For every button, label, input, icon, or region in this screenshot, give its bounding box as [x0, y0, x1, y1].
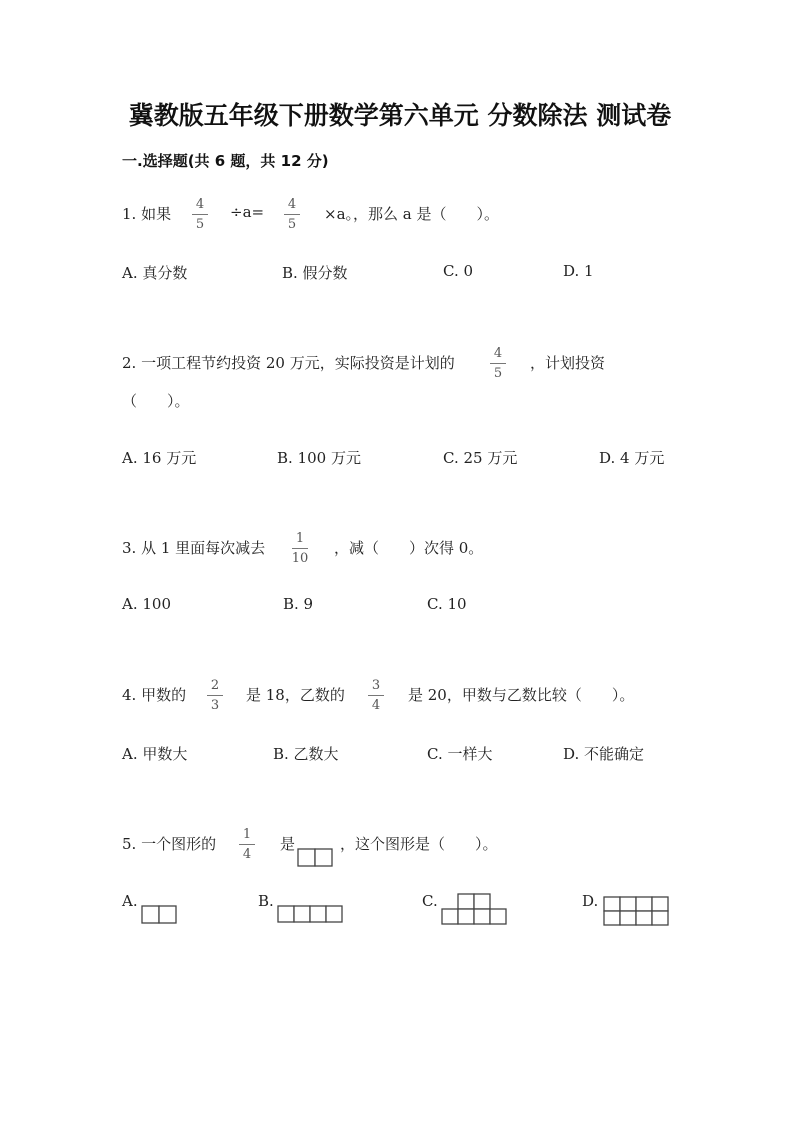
- q4-fraction-2: [364, 679, 388, 712]
- q2-option-b[interactable]: B. 100 万元: [277, 449, 361, 467]
- q5-option-a-shape[interactable]: [141, 905, 179, 925]
- q1-suffix: ×a。，那么 a 是（ ）。: [324, 205, 499, 223]
- q3-option-a[interactable]: A. 100: [122, 595, 171, 613]
- q1-option-d[interactable]: D. 1: [563, 262, 594, 280]
- q4-option-c[interactable]: C. 一样大: [427, 745, 493, 763]
- q1-option-a[interactable]: A. 真分数: [122, 264, 188, 282]
- q5-given-shape: [297, 848, 335, 868]
- q5-mid: 是: [280, 835, 296, 853]
- q5-option-b-shape[interactable]: [277, 905, 347, 925]
- q3-suffix: ，减（ ）次得 0。: [334, 539, 484, 557]
- q5-option-c-shape[interactable]: [441, 893, 511, 927]
- q4-option-d[interactable]: D. 不能确定: [563, 745, 645, 763]
- q4-option-a[interactable]: A. 甲数大: [122, 745, 188, 763]
- page-title: 冀教版五年级下册数学第六单元 分数除法 测试卷: [128, 101, 672, 130]
- q4-frac1-den: 3: [210, 698, 220, 713]
- q2-line2: （ ）。: [122, 392, 190, 410]
- q1-frac2-den: 5: [287, 217, 297, 232]
- q4-option-b[interactable]: B. 乙数大: [273, 745, 339, 763]
- q5-option-d[interactable]: D.: [582, 892, 599, 910]
- q5-option-b[interactable]: B.: [258, 892, 274, 910]
- q2-option-c[interactable]: C. 25 万元: [443, 449, 518, 467]
- q2-fraction: [486, 347, 510, 380]
- q1-mid: ÷a=: [230, 203, 265, 221]
- q4-frac2-den: 4: [371, 698, 381, 713]
- q1-fraction-2: [280, 198, 304, 231]
- q1-frac1-den: 5: [195, 217, 205, 232]
- section-heading: 一.选择题(共 6 题，共 12 分): [122, 152, 329, 170]
- q4-fraction-1: [203, 679, 227, 712]
- q2-option-d[interactable]: D. 4 万元: [599, 449, 665, 467]
- q2-suffix: ，计划投资: [530, 354, 606, 372]
- q4-prefix: 4. 甲数的: [122, 686, 187, 704]
- q5-prefix: 5. 一个图形的: [122, 835, 217, 853]
- q2-frac-den: 5: [493, 366, 503, 381]
- q5-option-c[interactable]: C.: [422, 892, 438, 910]
- q1-fraction-1: [188, 198, 212, 231]
- q2-option-a[interactable]: A. 16 万元: [122, 449, 197, 467]
- q5-option-d-shape[interactable]: [603, 896, 673, 928]
- q3-fraction: [288, 532, 312, 565]
- q5-fraction: [235, 828, 259, 861]
- q3-frac-den: 10: [291, 551, 309, 566]
- q1-frac1-num: 4: [195, 197, 205, 212]
- q5-suffix: ，这个图形是（ ）。: [340, 835, 498, 853]
- q5-frac-den: 4: [242, 847, 252, 862]
- q1-option-b[interactable]: B. 假分数: [282, 264, 348, 282]
- q3-prefix: 3. 从 1 里面每次减去: [122, 539, 266, 557]
- q3-option-b[interactable]: B. 9: [283, 595, 314, 613]
- q1-option-c[interactable]: C. 0: [443, 262, 474, 280]
- q3-frac-num: 1: [295, 531, 305, 546]
- q1-prefix: 1. 如果: [122, 205, 172, 223]
- q1-frac2-num: 4: [287, 197, 297, 212]
- q3-option-c[interactable]: C. 10: [427, 595, 467, 613]
- q2-prefix: 2. 一项工程节约投资 20 万元，实际投资是计划的: [122, 354, 455, 372]
- q5-option-a[interactable]: A.: [122, 892, 138, 910]
- q4-frac1-num: 2: [210, 678, 220, 693]
- q4-mid: 是 18，乙数的: [246, 686, 345, 704]
- q4-suffix: 是 20，甲数与乙数比较（ ）。: [408, 686, 635, 704]
- q4-frac2-num: 3: [371, 678, 381, 693]
- q2-frac-num: 4: [493, 346, 503, 361]
- q5-frac-num: 1: [242, 827, 252, 842]
